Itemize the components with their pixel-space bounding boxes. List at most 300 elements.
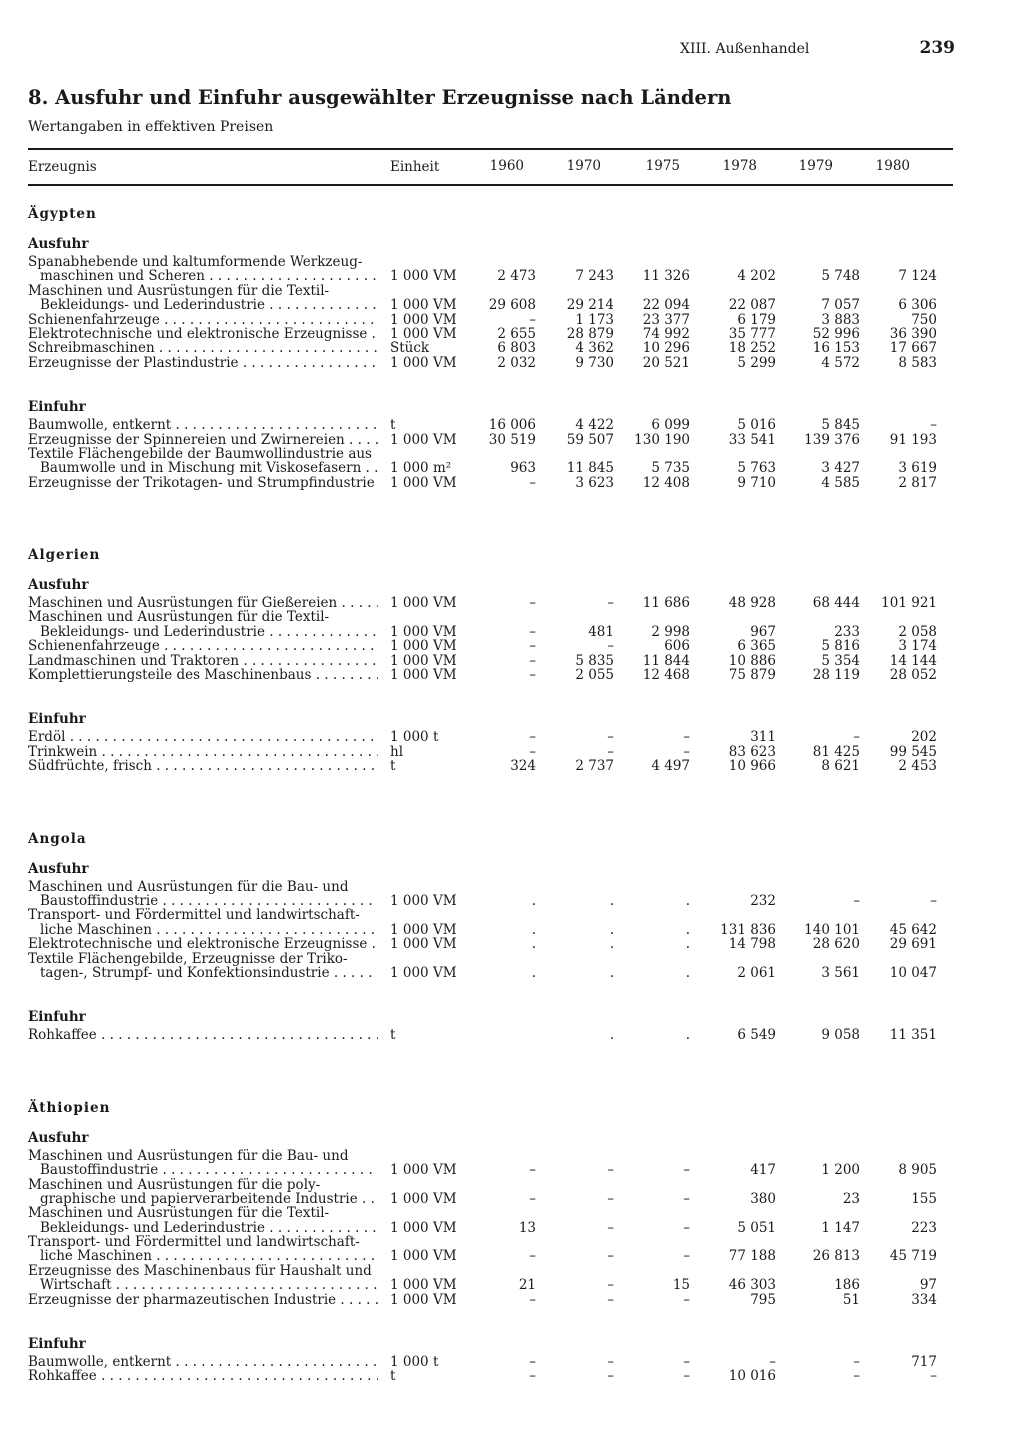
unit-cell: 1 000 m²: [390, 460, 452, 477]
value-cell: –: [930, 1368, 937, 1385]
product-label: [28, 476, 378, 490]
value-cell: –: [930, 892, 937, 909]
product-label-line: Erzeugnisse des Maschinenbaus für Haushalt und: [28, 1263, 372, 1279]
table-row: [28, 1028, 953, 1042]
product-label-line: Bekleidungs- und Lederindustrie . . .: [28, 1221, 378, 1235]
unit-cell: 1 000 t: [390, 1354, 439, 1371]
value-cell: –: [529, 1248, 536, 1265]
value-cell: 6 365: [737, 638, 776, 655]
table-row: [28, 1206, 953, 1235]
value-cell: 11 845: [566, 460, 614, 477]
value-cell: 324: [510, 758, 536, 775]
product-label: [28, 937, 378, 951]
value-cell: 11 844: [642, 652, 690, 669]
value-cell: 11 686: [642, 595, 690, 612]
table-subtitle: Wertangaben in effektiven Preisen: [28, 119, 274, 135]
product-label: [28, 418, 378, 432]
value-cell: 11 351: [889, 1027, 937, 1044]
value-cell: 3 623: [575, 474, 614, 491]
value-cell: 3 619: [898, 460, 937, 477]
table-row: [28, 1178, 953, 1207]
unit-cell: 1 000 VM: [390, 1162, 457, 1179]
value-cell: 30 519: [488, 431, 536, 448]
value-cell: 45 642: [889, 921, 937, 938]
country-separator: [28, 490, 953, 532]
unit-cell: 1 000 VM: [390, 354, 457, 371]
product-label-line: Landmaschinen und Traktoren . . .: [28, 654, 378, 668]
table-row: [28, 327, 953, 341]
value-cell: –: [683, 1162, 690, 1179]
product-label: [28, 952, 378, 981]
value-cell: 5 016: [737, 417, 776, 434]
table-row: [28, 730, 953, 744]
product-label: [28, 668, 378, 682]
value-cell: 33 541: [728, 431, 776, 448]
value-cell: 4 497: [651, 758, 690, 775]
product-label-line: tagen-, Strumpf- und Konfektionsindustrie . . .: [28, 966, 378, 980]
unit-cell: 1 000 t: [390, 729, 439, 746]
product-label: [28, 745, 378, 759]
value-cell: –: [607, 1354, 614, 1371]
value-cell: .: [609, 1027, 614, 1044]
unit-cell: t: [390, 417, 396, 434]
value-cell: 35 777: [728, 325, 776, 342]
value-cell: 7 057: [821, 297, 860, 314]
value-cell: 68 444: [812, 595, 860, 612]
value-cell: 29 691: [889, 936, 937, 953]
value-cell: 17 667: [889, 340, 937, 357]
product-label: [28, 908, 378, 937]
product-label-line: Baumwolle, entkernt . . .: [28, 1355, 378, 1369]
unit-cell: 1 000 VM: [390, 652, 457, 669]
value-cell: 12 408: [642, 474, 690, 491]
value-cell: 967: [750, 623, 776, 640]
value-cell: 3 427: [821, 460, 860, 477]
value-cell: 8 583: [898, 354, 937, 371]
table-row: [28, 654, 953, 668]
value-cell: 28 052: [889, 667, 937, 684]
unit-cell: 1 000 VM: [390, 1248, 457, 1265]
unit-cell: 1 000 VM: [390, 595, 457, 612]
table-head-rule: [28, 184, 953, 186]
value-cell: 26 813: [812, 1248, 860, 1265]
value-cell: –: [930, 417, 937, 434]
value-cell: 130 190: [634, 431, 690, 448]
product-label-line: Transport- und Fördermittel und landwirtschaft-: [28, 908, 360, 923]
flow-heading: Ausfuhr: [28, 1129, 89, 1146]
value-cell: 5 735: [651, 460, 690, 477]
value-cell: 9 710: [737, 474, 776, 491]
value-cell: 334: [911, 1291, 937, 1308]
value-cell: 10 047: [889, 964, 937, 981]
value-cell: 75 879: [728, 667, 776, 684]
value-cell: –: [529, 1291, 536, 1308]
product-label-line: Textile Flächengebilde der Baumwollindustrie aus: [28, 446, 372, 462]
table-row: [28, 476, 953, 490]
flow-heading: Ausfuhr: [28, 236, 89, 252]
value-cell: –: [683, 1368, 690, 1385]
value-cell: –: [607, 1368, 614, 1385]
value-cell: 3 883: [821, 311, 860, 328]
value-cell: 2 058: [898, 623, 937, 640]
unit-cell: 1 000 VM: [390, 623, 457, 640]
value-cell: .: [685, 936, 690, 953]
product-label-line: Maschinen und Ausrüstungen für Gießereien . . .: [28, 596, 378, 610]
value-cell: 29 214: [566, 297, 614, 314]
country-heading: Äthiopien: [28, 1099, 111, 1116]
unit-cell: 1 000 VM: [390, 964, 457, 981]
country-separator: [28, 1043, 953, 1085]
group-spacer: [28, 1307, 953, 1322]
product-label: [28, 327, 378, 341]
flow-heading: Einfuhr: [28, 399, 86, 416]
value-cell: 2 061: [737, 964, 776, 981]
value-cell: 46 303: [728, 1277, 776, 1294]
table-row: [28, 356, 953, 370]
value-cell: –: [683, 729, 690, 746]
unit-cell: 1 000 VM: [390, 1291, 457, 1308]
value-cell: –: [529, 638, 536, 655]
value-cell: –: [529, 667, 536, 684]
value-cell: 29 608: [488, 297, 536, 314]
value-cell: 18 252: [728, 340, 776, 357]
value-cell: 4 202: [737, 268, 776, 285]
value-cell: –: [607, 595, 614, 612]
unit-cell: Stück: [390, 340, 430, 357]
value-cell: 2 032: [497, 354, 536, 371]
value-cell: .: [609, 964, 614, 981]
value-cell: –: [607, 1291, 614, 1308]
value-cell: –: [529, 1162, 536, 1179]
product-label-line: graphische und papierverarbeitende Industrie . . .: [28, 1192, 378, 1206]
value-cell: 6 306: [898, 297, 937, 314]
column-header-year: 1978: [722, 158, 757, 174]
product-label: [28, 1355, 378, 1369]
value-cell: 5 748: [821, 268, 860, 285]
value-cell: –: [529, 595, 536, 612]
value-cell: 2 655: [497, 325, 536, 342]
value-cell: 139 376: [804, 431, 860, 448]
value-cell: 81 425: [812, 743, 860, 760]
value-cell: 97: [919, 1277, 937, 1294]
value-cell: 4 422: [575, 417, 614, 434]
value-cell: –: [769, 1354, 776, 1371]
value-cell: 8 905: [898, 1162, 937, 1179]
product-label: [28, 1235, 378, 1264]
product-label-line: Bekleidungs- und Lederindustrie . . .: [28, 625, 378, 639]
value-cell: 99 545: [889, 743, 937, 760]
value-cell: –: [607, 638, 614, 655]
product-label-line: Erzeugnisse der Plastindustrie . . .: [28, 356, 378, 370]
value-cell: –: [683, 1291, 690, 1308]
value-cell: .: [609, 936, 614, 953]
value-cell: –: [607, 1248, 614, 1265]
value-cell: 101 921: [881, 595, 937, 612]
table-row: [28, 1355, 953, 1369]
value-cell: 186: [834, 1277, 860, 1294]
table-row: [28, 341, 953, 355]
page-number: 239: [919, 38, 955, 58]
product-label-line: Maschinen und Ausrüstungen für die Textil-: [28, 1206, 330, 1221]
product-label: [28, 356, 378, 370]
unit-cell: t: [390, 1368, 396, 1385]
value-cell: 5 845: [821, 417, 860, 434]
table-row: [28, 1235, 953, 1264]
table-row: [28, 952, 953, 981]
table-body: [28, 191, 953, 1384]
product-label-line: Spanabhebende und kaltumformende Werkzeug-: [28, 255, 363, 270]
group-spacer: [28, 682, 953, 697]
value-cell: 4 572: [821, 354, 860, 371]
value-cell: 14 144: [889, 652, 937, 669]
flow-heading: Einfuhr: [28, 1009, 86, 1026]
value-cell: 14 798: [728, 936, 776, 953]
product-label: [28, 759, 378, 773]
running-head: [680, 38, 955, 58]
product-label: [28, 447, 378, 476]
product-label-line: Textile Flächengebilde, Erzeugnisse der Triko-: [28, 951, 348, 966]
value-cell: 5 835: [575, 652, 614, 669]
product-label: [28, 284, 378, 313]
value-cell: 1 173: [575, 311, 614, 328]
product-label-line: liche Maschinen . . .: [28, 1249, 378, 1263]
product-label-line: Elektrotechnische und elektronische Erzeugnisse . . .: [28, 327, 378, 341]
value-cell: 3 174: [898, 638, 937, 655]
value-cell: 16 153: [812, 340, 860, 357]
value-cell: 10 016: [728, 1368, 776, 1385]
value-cell: 22 087: [728, 297, 776, 314]
value-cell: 8 621: [821, 758, 860, 775]
product-label-line: Schreibmaschinen . . .: [28, 341, 378, 355]
product-label-line: Rohkaffee . . .: [28, 1369, 378, 1383]
column-header-product: Erzeugnis: [28, 159, 97, 175]
product-label: [28, 255, 378, 284]
table-row: [28, 610, 953, 639]
country-separator: [28, 774, 953, 816]
product-label-line: Maschinen und Ausrüstungen für die Textil-: [28, 610, 330, 625]
unit-cell: 1 000 VM: [390, 667, 457, 684]
unit-cell: 1 000 VM: [390, 936, 457, 953]
column-header-year: 1960: [489, 158, 524, 174]
value-cell: 7 243: [575, 268, 614, 285]
value-cell: 223: [911, 1219, 937, 1236]
value-cell: –: [683, 1190, 690, 1207]
product-label-line: Elektrotechnische und elektronische Erzeugnisse . . .: [28, 937, 378, 951]
table-title: 8. Ausfuhr und Einfuhr ausgewählter Erzeugnisse nach Ländern: [28, 86, 732, 109]
table-row: [28, 1293, 953, 1307]
value-cell: 4 585: [821, 474, 860, 491]
unit-cell: 1 000 VM: [390, 638, 457, 655]
table-row: [28, 255, 953, 284]
group-spacer: [28, 370, 953, 385]
unit-cell: 1 000 VM: [390, 474, 457, 491]
value-cell: 380: [750, 1190, 776, 1207]
value-cell: 6 099: [651, 417, 690, 434]
product-label-line: Trinkwein . . .: [28, 745, 378, 759]
value-cell: 23 377: [642, 311, 690, 328]
value-cell: –: [683, 743, 690, 760]
value-cell: –: [683, 1354, 690, 1371]
value-cell: 28 620: [812, 936, 860, 953]
unit-cell: 1 000 VM: [390, 1277, 457, 1294]
value-cell: 91 193: [889, 431, 937, 448]
product-label: [28, 341, 378, 355]
product-label: [28, 1369, 378, 1383]
value-cell: –: [853, 1368, 860, 1385]
value-cell: 77 188: [728, 1248, 776, 1265]
value-cell: 5 354: [821, 652, 860, 669]
value-cell: 6 179: [737, 311, 776, 328]
product-label-line: Wirtschaft . . .: [28, 1278, 378, 1292]
value-cell: 2 817: [898, 474, 937, 491]
product-label-line: liche Maschinen . . .: [28, 923, 378, 937]
unit-cell: 1 000 VM: [390, 325, 457, 342]
table-row: [28, 433, 953, 447]
value-cell: 28 119: [812, 667, 860, 684]
unit-cell: 1 000 VM: [390, 1219, 457, 1236]
product-label-line: Erdöl . . .: [28, 730, 378, 744]
unit-cell: 1 000 VM: [390, 268, 457, 285]
value-cell: 311: [750, 729, 776, 746]
value-cell: .: [685, 921, 690, 938]
product-label-line: Maschinen und Ausrüstungen für die Bau- und: [28, 879, 349, 894]
value-cell: 28 879: [566, 325, 614, 342]
value-cell: 21: [518, 1277, 536, 1294]
value-cell: 23: [842, 1190, 860, 1207]
product-label-line: Transport- und Fördermittel und landwirtschaft-: [28, 1235, 360, 1250]
value-cell: 963: [510, 460, 536, 477]
table-row: [28, 759, 953, 773]
value-cell: 4 362: [575, 340, 614, 357]
product-label-line: Erzeugnisse der Spinnereien und Zwirnereien . . .: [28, 433, 378, 447]
product-label: [28, 313, 378, 327]
value-cell: 5 299: [737, 354, 776, 371]
product-label-line: Schienenfahrzeuge . . .: [28, 313, 378, 327]
value-cell: .: [685, 1027, 690, 1044]
product-label: [28, 596, 378, 610]
value-cell: –: [607, 1219, 614, 1236]
value-cell: 2 737: [575, 758, 614, 775]
value-cell: 59 507: [566, 431, 614, 448]
value-cell: –: [607, 1162, 614, 1179]
product-label-line: Baumwolle und in Mischung mit Viskosefasern . . .: [28, 461, 378, 475]
value-cell: 2 473: [497, 268, 536, 285]
product-label-line: Erzeugnisse der pharmazeutischen Industrie . . .: [28, 1293, 378, 1307]
value-cell: 11 326: [642, 268, 690, 285]
value-cell: 750: [911, 311, 937, 328]
value-cell: 717: [911, 1354, 937, 1371]
value-cell: 202: [911, 729, 937, 746]
value-cell: 5 763: [737, 460, 776, 477]
value-cell: –: [607, 729, 614, 746]
value-cell: –: [529, 743, 536, 760]
value-cell: 7 124: [898, 268, 937, 285]
table-row: [28, 447, 953, 476]
unit-cell: 1 000 VM: [390, 311, 457, 328]
unit-cell: 1 000 VM: [390, 1190, 457, 1207]
country-heading: Angola: [28, 830, 87, 847]
value-cell: –: [607, 743, 614, 760]
value-cell: 417: [750, 1162, 776, 1179]
table-row: [28, 639, 953, 653]
flow-heading: Ausfuhr: [28, 860, 89, 877]
product-label: [28, 1206, 378, 1235]
value-cell: 2 998: [651, 623, 690, 640]
product-label-line: Bekleidungs- und Lederindustrie . . .: [28, 298, 378, 312]
value-cell: 1 147: [821, 1219, 860, 1236]
product-label-line: Baustoffindustrie . . .: [28, 894, 378, 908]
value-cell: [474, 1028, 536, 1042]
value-cell: –: [529, 623, 536, 640]
table-row: [28, 668, 953, 682]
product-label: [28, 880, 378, 909]
table-row: [28, 745, 953, 759]
table-row: [28, 880, 953, 909]
value-cell: 155: [911, 1190, 937, 1207]
product-label: [28, 1149, 378, 1178]
value-cell: 20 521: [642, 354, 690, 371]
value-cell: 51: [842, 1291, 860, 1308]
value-cell: 10 886: [728, 652, 776, 669]
value-cell: 6 549: [737, 1027, 776, 1044]
value-cell: .: [609, 892, 614, 909]
value-cell: –: [607, 1277, 614, 1294]
value-cell: 481: [588, 623, 614, 640]
table-row: [28, 908, 953, 937]
value-cell: 5 051: [737, 1219, 776, 1236]
value-cell: 10 296: [642, 340, 690, 357]
unit-cell: 1 000 VM: [390, 892, 457, 909]
product-label-line: Baustoffindustrie . . .: [28, 1163, 378, 1177]
product-label: [28, 1264, 378, 1293]
value-cell: 606: [664, 638, 690, 655]
unit-cell: t: [390, 758, 396, 775]
product-label: [28, 610, 378, 639]
column-header-year: 1979: [798, 158, 833, 174]
product-label-line: Baumwolle, entkernt . . .: [28, 418, 378, 432]
value-cell: .: [685, 892, 690, 909]
value-cell: 2 453: [898, 758, 937, 775]
table-row: [28, 284, 953, 313]
value-cell: –: [853, 1354, 860, 1371]
value-cell: 2 055: [575, 667, 614, 684]
value-cell: –: [683, 1219, 690, 1236]
unit-cell: hl: [390, 743, 404, 760]
value-cell: 13: [518, 1219, 536, 1236]
value-cell: –: [683, 1248, 690, 1265]
value-cell: –: [529, 1190, 536, 1207]
table-row: [28, 313, 953, 327]
value-cell: 233: [834, 623, 860, 640]
value-cell: –: [529, 1368, 536, 1385]
product-label-line: Schienenfahrzeuge . . .: [28, 639, 378, 653]
product-label-line: Komplettierungsteile des Maschinenbaus . . .: [28, 668, 378, 682]
table-row: [28, 1149, 953, 1178]
value-cell: .: [531, 964, 536, 981]
value-cell: .: [531, 921, 536, 938]
value-cell: 48 928: [728, 595, 776, 612]
value-cell: 3 561: [821, 964, 860, 981]
value-cell: 12 468: [642, 667, 690, 684]
column-header-unit: Einheit: [390, 159, 440, 175]
country-heading: Algerien: [28, 547, 101, 564]
value-cell: .: [685, 964, 690, 981]
column-header-year: 1970: [566, 158, 601, 174]
table-row: [28, 1369, 953, 1383]
country-heading: Ägypten: [28, 206, 97, 222]
product-label: [28, 639, 378, 653]
column-header-year: 1980: [875, 158, 910, 174]
